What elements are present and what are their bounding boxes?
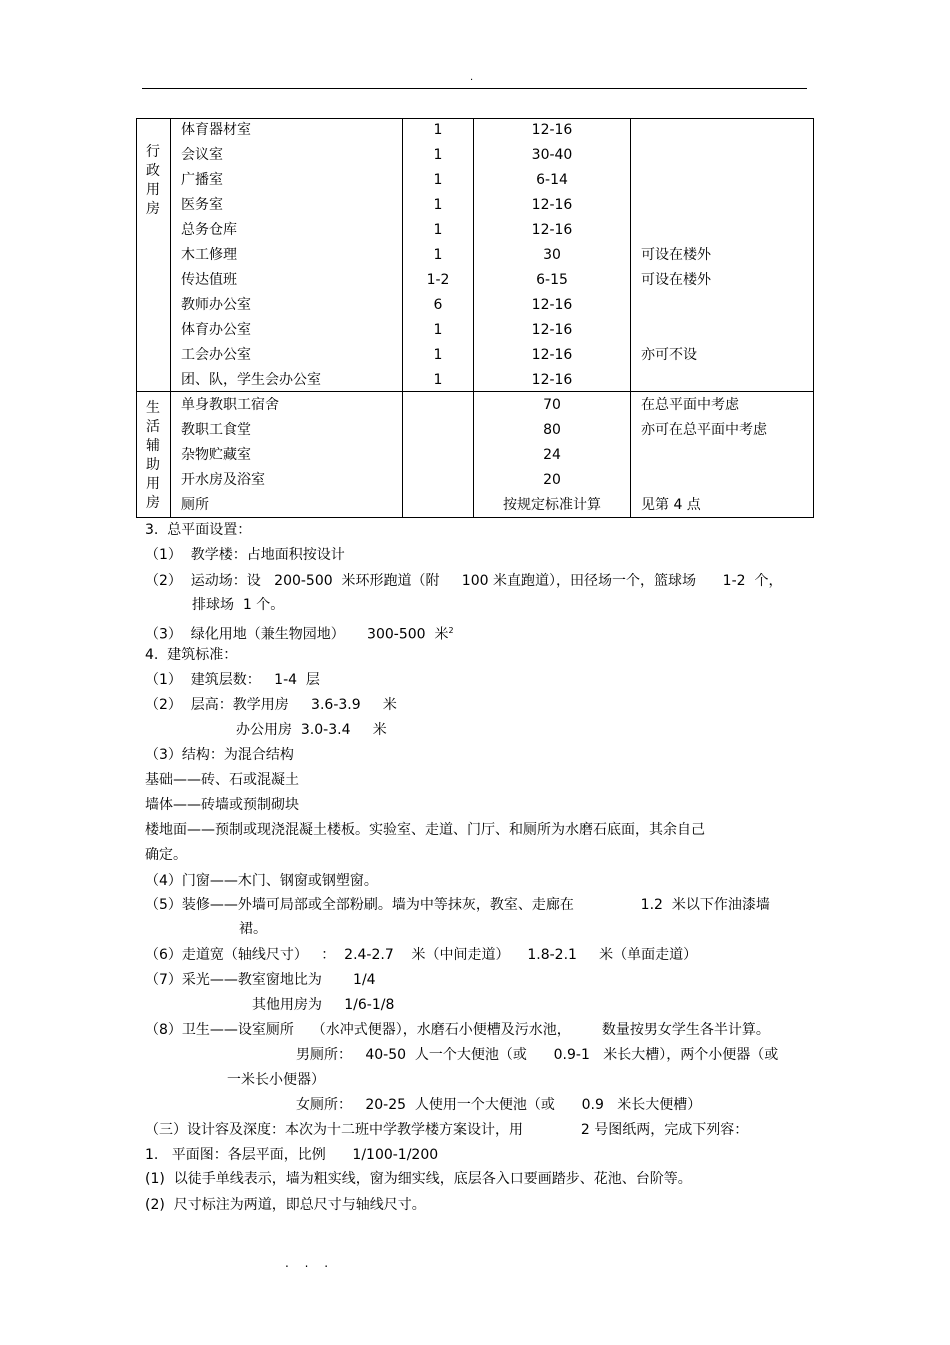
room-name: 木工修理 [181,247,237,263]
room-name: 厕所 [181,497,209,513]
category-char: 房 [146,494,160,511]
room-note: 在总平面中考虑 [641,397,739,413]
section-3-title: 3. 总平面设置： [145,522,252,538]
category-char: 用 [146,475,160,492]
room-area: 30 [543,247,561,263]
room-area: 6-15 [536,272,568,288]
room-note: 可设在楼外 [641,272,711,288]
room-count: 1 [433,172,443,188]
room-name: 体育办公室 [181,322,251,338]
room-count [403,493,473,518]
room-name: 教师办公室 [181,297,251,313]
footer-dots: . . . [285,1256,335,1270]
section-3-item-2-cont: 排球场 1 个。 [192,597,285,613]
room-count: 1-2 [426,272,450,288]
room-name: 医务室 [181,197,223,213]
room-count: 1 [433,247,443,263]
section-3-item-2: （2） 运动场：设 200-500 米环形跑道（附 100 米直跑道），田径场一个，篮球场 1-2 个， [145,573,783,589]
room-area: 80 [543,422,561,438]
room-name: 总务仓库 [181,222,237,238]
room-name: 杂物贮藏室 [181,447,251,463]
structure-floor: 楼地面——预制或现浇混凝土楼板。实验室、走道、门厅、和厕所为水磨石底面，其余自己 [145,822,705,838]
section-3-item-1: （1） 教学楼：占地面积按设计 [145,547,345,563]
room-count: 1 [433,222,443,238]
room-area: 按规定标准计算 [503,497,601,513]
room-count [403,418,473,443]
section-4-item-2-cont: 办公用房 3.0-3.4 米 [236,722,387,738]
section-3-item-3-text: （3） 绿化用地（兼生物园地） 300-500 米 [145,626,449,643]
section-4-item-5-cont: 裙。 [239,921,267,937]
section-4-item-4: （4）门窗——木门、钢窗或钢塑窗。 [145,873,378,889]
section-4-title: 4. 建筑标准： [145,647,238,663]
category-char: 辅 [146,437,160,454]
room-note: 可设在楼外 [641,247,711,263]
room-area: 20 [543,472,561,488]
room-name: 开水房及浴室 [181,472,265,488]
section-4-item-8: （8）卫生——设室厕所 （水冲式便器），水磨石小便槽及污水池， 数量按男女学生各半计算。 [145,1022,770,1038]
room-name: 教职工食堂 [181,422,251,438]
section-4-item-6: （6）走道宽（轴线尺寸） ： 2.4-2.7 米（中间走道） 1.8-2.1 米（单面走道） [145,947,698,963]
structure-foundation: 基础——砖、石或混凝土 [145,772,299,788]
room-name: 单身教职工宿舍 [181,397,279,413]
design-content-title: （三）设计容及深度：本次为十二班中学教学楼方案设计，用 2 号图纸两，完成下列容： [145,1122,749,1138]
room-name: 传达值班 [181,272,237,288]
room-area: 12-16 [531,347,573,363]
section-4-item-5: （5）装修——外墙可局部或全部粉刷。墙为中等抹灰，教室、走廊在 1.2 米以下作油漆墙 [145,897,770,913]
category-char: 用 [146,182,160,198]
room-count: 1 [433,197,443,213]
room-name: 工会办公室 [181,347,251,363]
room-area: 12-16 [531,222,573,238]
room-count: 1 [433,347,443,363]
structure-wall: 墙体——砖墙或预制砌块 [145,797,299,813]
section-4-item-7-cont: 其他用房为 1/6-1/8 [252,997,395,1013]
room-name: 会议室 [181,147,223,163]
room-area: 24 [543,447,561,463]
structure-floor-cont: 确定。 [145,847,187,863]
design-item-1-2: (2) 尺寸标注为两道，即总尺寸与轴线尺寸。 [145,1197,426,1213]
room-count [403,393,473,418]
room-area: 12-16 [531,372,573,388]
room-note: 亦可在总平面中考虑 [641,422,767,438]
category-char: 活 [146,418,160,435]
category-char: 助 [146,456,160,473]
category-char: 房 [146,201,160,217]
room-name: 体育器材室 [181,122,251,138]
room-name: 广播室 [181,172,223,188]
section-4-item-7: （7）采光——教室窗地比为 1/4 [145,972,376,988]
room-count: 1 [433,322,443,338]
women-toilet: 女厕所： 20-25 人使用一个大便池（或 0.9 米长大便槽） [296,1097,702,1113]
table-vline [630,118,631,518]
header-rule [142,88,807,89]
room-count: 1 [433,372,443,388]
category-label [144,399,162,513]
room-area: 12-16 [531,322,573,338]
room-note: 见第 4 点 [641,497,701,513]
men-toilet: 男厕所： 40-50 人一个大便池（或 0.9-1 米长大槽），两个小便器（或 [296,1047,779,1063]
room-name: 团、队，学生会办公室 [181,372,321,388]
room-area: 12-16 [531,297,573,313]
room-area: 70 [543,397,561,413]
category-char: 生 [146,399,160,416]
category-char: 行 [146,144,160,160]
section-4-item-1: （1） 建筑层数： 1-4 层 [145,672,320,688]
men-toilet-cont: 一米长小便器） [227,1072,325,1088]
room-note: 亦可不设 [641,347,697,363]
table-vline [170,118,171,518]
header-dot: . [470,72,474,83]
category-char: 政 [146,163,160,179]
design-item-1-1: (1) 以徒手单线表示，墙为粗实线，窗为细实线，底层各入口要画踏步、花池、台阶等。 [145,1171,692,1187]
room-area: 6-14 [536,172,568,188]
room-area: 12-16 [531,197,573,213]
room-count: 1 [433,122,443,138]
section-4-item-2: （2） 层高：教学用房 3.6-3.9 米 [145,697,397,713]
room-count [403,443,473,468]
design-item-1: 1. 平面图：各层平面，比例 1/100-1/200 [145,1147,439,1163]
category-label [144,143,162,219]
room-area: 12-16 [531,122,573,138]
section-4-item-3: （3）结构：为混合结构 [145,747,294,763]
room-count [403,468,473,493]
superscript: 2 [448,626,454,635]
room-count: 1 [433,147,443,163]
room-area: 30-40 [531,147,573,163]
room-count: 6 [433,297,443,313]
